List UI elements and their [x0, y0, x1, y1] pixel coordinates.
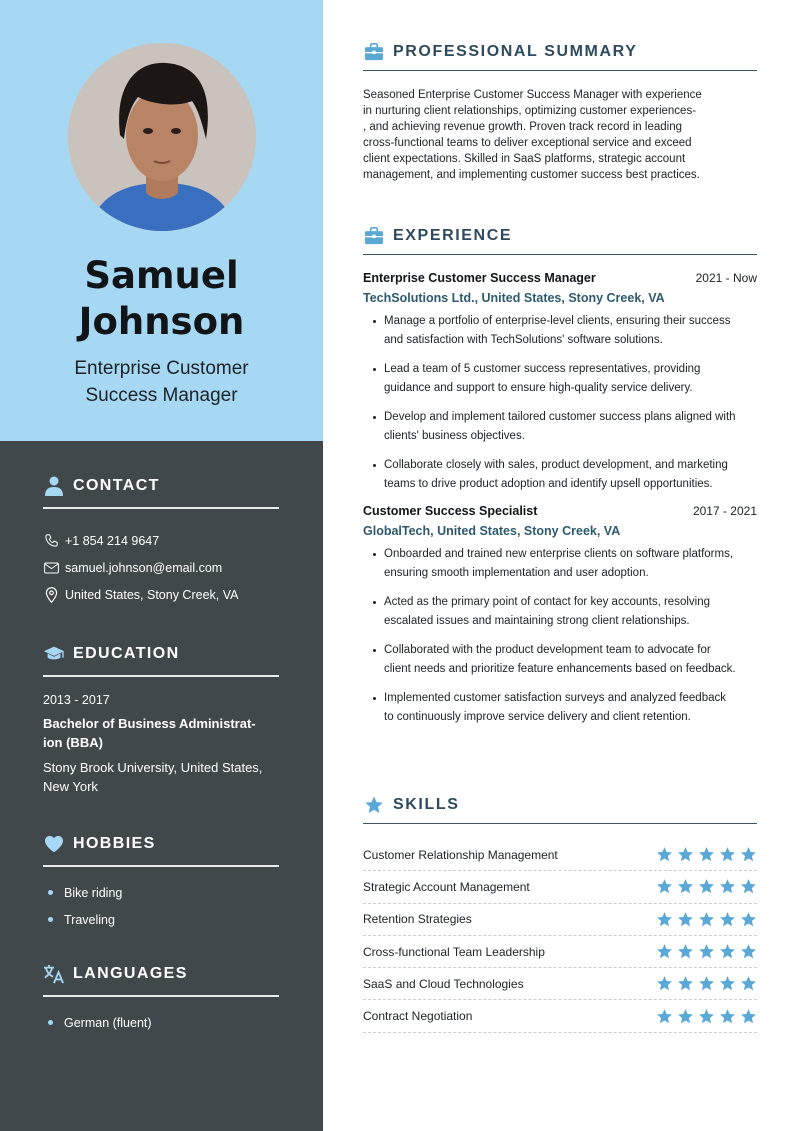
star-icon — [698, 943, 715, 960]
summary-section — [363, 40, 757, 183]
job-bullets — [363, 545, 757, 727]
experience-heading — [363, 224, 757, 255]
school-line: Stony Brook University, United States, — [43, 760, 263, 775]
skills-section — [363, 793, 757, 1033]
job-header — [363, 271, 757, 285]
star-icon — [656, 943, 673, 960]
job-company: TechSolutions Ltd., United States, Stony Creek, VA — [363, 291, 665, 305]
profile-photo — [68, 43, 256, 231]
phone-icon — [43, 533, 59, 549]
job-title — [0, 355, 323, 409]
bullet-line: Manage a portfolio of enterprise-level clients, ensuring their success — [384, 315, 731, 327]
star-icon — [698, 846, 715, 863]
bullet-line: Lead a team of 5 customer success representatives, providing — [384, 363, 701, 375]
list-item — [363, 641, 757, 679]
star-icon — [698, 878, 715, 895]
list-item — [363, 593, 757, 631]
star-icon — [740, 1008, 757, 1025]
bullet-line: and satisfaction with TechSolutions' software solutions. — [384, 334, 663, 346]
star-icon — [740, 943, 757, 960]
skill-rating — [656, 911, 757, 928]
bullet-line: to continuously improve service delivery and client retention. — [384, 711, 691, 723]
skill-rating — [656, 1008, 757, 1025]
star-icon — [719, 1008, 736, 1025]
skill-row — [363, 968, 757, 1000]
star-icon — [740, 846, 757, 863]
location-text: United States, Stony Creek, VA — [65, 587, 239, 602]
star-icon — [677, 1008, 694, 1025]
skill-rating — [656, 975, 757, 992]
star-icon — [656, 846, 673, 863]
summary-line: , and achieving revenue growth. Proven track record in leading — [363, 121, 682, 133]
skill-name: SaaS and Cloud Technologies — [363, 976, 524, 991]
summary-text — [363, 87, 757, 183]
list-item — [43, 906, 279, 933]
skill-row — [363, 871, 757, 903]
star-icon — [698, 975, 715, 992]
job-position: Customer Success Specialist — [363, 504, 538, 518]
star-icon — [656, 878, 673, 895]
job-position: Enterprise Customer Success Manager — [363, 271, 596, 285]
last-name: Johnson — [78, 300, 245, 343]
skill-row — [363, 839, 757, 871]
star-icon — [677, 943, 694, 960]
star-icon — [656, 975, 673, 992]
candidate-name — [0, 253, 323, 345]
location-pin-icon — [43, 587, 59, 603]
star-icon — [698, 911, 715, 928]
education-heading — [43, 641, 279, 677]
contact-email[interactable] — [43, 554, 279, 581]
bullet-line: Onboarded and trained new enterprise clients on software platforms, — [384, 548, 734, 560]
contact-section — [43, 473, 279, 608]
star-icon — [677, 975, 694, 992]
star-icon — [656, 1008, 673, 1025]
bullet-line: teams to drive product adoption and identify upsell opportunities. — [384, 478, 713, 490]
star-icon — [719, 846, 736, 863]
star-icon — [363, 794, 385, 816]
skill-name: Retention Strategies — [363, 912, 472, 927]
list-item — [43, 1009, 279, 1036]
list-item — [363, 312, 757, 350]
section-title: PROFESSIONAL SUMMARY — [393, 43, 638, 60]
school-line: New York — [43, 779, 98, 794]
job-header — [363, 504, 757, 518]
heart-icon — [43, 833, 65, 855]
list-item — [363, 689, 757, 727]
job-entry — [363, 271, 757, 494]
bullet-line: Collaborate closely with sales, product development, and marketing — [384, 459, 728, 471]
education-school — [43, 758, 279, 796]
list-item — [363, 360, 757, 398]
sidebar — [0, 0, 323, 1131]
section-title: EXPERIENCE — [393, 227, 513, 244]
summary-line: in nurturing client relationships, optimizing customer experiences- — [363, 105, 697, 117]
skill-rating — [656, 943, 757, 960]
first-name: Samuel — [84, 254, 239, 297]
contact-phone[interactable] — [43, 527, 279, 554]
languages-section — [43, 961, 279, 1036]
bullet-dot — [48, 1020, 53, 1025]
experience-section — [363, 224, 757, 737]
job-bullets — [363, 312, 757, 494]
skill-name: Cross-functional Team Leadership — [363, 944, 545, 959]
bullet-line: Acted as the primary point of contact for key accounts, resolving — [384, 596, 710, 608]
section-title: LANGUAGES — [73, 965, 188, 982]
education-degree — [43, 714, 279, 752]
star-icon — [656, 911, 673, 928]
hobby-text: Traveling — [64, 912, 115, 927]
star-icon — [719, 943, 736, 960]
skill-name: Strategic Account Management — [363, 879, 530, 894]
bullet-line: escalated issues and maintaining strong client relationships. — [384, 615, 690, 627]
star-icon — [677, 878, 694, 895]
summary-line: client expectations. Skilled in SaaS platforms, strategic account — [363, 153, 686, 165]
job-dates: 2021 - Now — [695, 271, 757, 285]
bullet-line: clients' business objectives. — [384, 430, 525, 442]
star-icon — [719, 878, 736, 895]
skill-row — [363, 904, 757, 936]
bullet-line: Collaborated with the product development team to advocate for — [384, 644, 711, 656]
summary-line: management, and implementing customer success best practices. — [363, 169, 700, 181]
bullet-line: client needs and prioritize feature enhancements based on feedback. — [384, 663, 736, 675]
star-icon — [719, 911, 736, 928]
summary-line: Seasoned Enterprise Customer Success Manager with experience — [363, 89, 702, 101]
bullet-line: guidance and support to ensure high-quality service delivery. — [384, 382, 693, 394]
star-icon — [677, 846, 694, 863]
job-dates: 2017 - 2021 — [692, 504, 757, 518]
skill-name: Customer Relationship Management — [363, 847, 558, 862]
contact-heading — [43, 473, 279, 509]
hobbies-heading — [43, 831, 279, 867]
section-title: SKILLS — [393, 796, 460, 813]
contact-location — [43, 581, 279, 608]
section-title: CONTACT — [73, 477, 160, 494]
star-icon — [740, 878, 757, 895]
languages-heading — [43, 961, 279, 997]
portrait-image — [68, 43, 256, 231]
summary-line: cross-functional teams to deliver exceptional service and exceed — [363, 137, 692, 149]
hobby-text: Bike riding — [64, 885, 123, 900]
skills-list — [363, 839, 757, 1033]
star-icon — [719, 975, 736, 992]
degree-line: Bachelor of Business Administrat- — [43, 716, 256, 731]
skills-heading — [363, 793, 757, 824]
section-title: HOBBIES — [73, 835, 156, 852]
job-title-line: Success Manager — [85, 385, 238, 406]
bullet-line: ensuring smooth implementation and user adoption. — [384, 567, 649, 579]
education-years: 2013 - 2017 — [43, 693, 110, 707]
job-company: GlobalTech, United States, Stony Creek, VA — [363, 524, 621, 538]
list-item — [43, 879, 279, 906]
bullet-line: Implemented customer satisfaction surveys and analyzed feedback — [384, 692, 726, 704]
translate-icon — [43, 963, 65, 985]
person-icon — [43, 475, 65, 497]
degree-line: ion (BBA) — [43, 735, 103, 750]
bullet-line: Develop and implement tailored customer success plans aligned with — [384, 411, 736, 423]
star-icon — [677, 911, 694, 928]
profile-header — [0, 0, 323, 441]
job-title-line: Enterprise Customer — [74, 358, 249, 379]
skill-rating — [656, 846, 757, 863]
summary-heading — [363, 40, 757, 71]
mail-icon — [43, 560, 59, 576]
star-icon — [740, 975, 757, 992]
language-text: German (fluent) — [64, 1015, 152, 1030]
graduation-cap-icon — [43, 643, 65, 665]
briefcase-icon — [363, 41, 385, 63]
list-item — [363, 408, 757, 446]
skill-rating — [656, 878, 757, 895]
email-text: samuel.johnson@email.com — [65, 560, 223, 575]
list-item — [363, 456, 757, 494]
job-entry — [363, 504, 757, 727]
phone-text: +1 854 214 9647 — [65, 533, 160, 548]
skill-row — [363, 936, 757, 968]
hobbies-section — [43, 831, 279, 933]
bullet-dot — [48, 890, 53, 895]
education-section — [43, 641, 279, 796]
skill-name: Contract Negotiation — [363, 1009, 473, 1024]
skill-row — [363, 1000, 757, 1032]
section-title: EDUCATION — [73, 645, 180, 662]
bullet-dot — [48, 917, 53, 922]
briefcase-icon — [363, 225, 385, 247]
star-icon — [740, 911, 757, 928]
star-icon — [698, 1008, 715, 1025]
list-item — [363, 545, 757, 583]
